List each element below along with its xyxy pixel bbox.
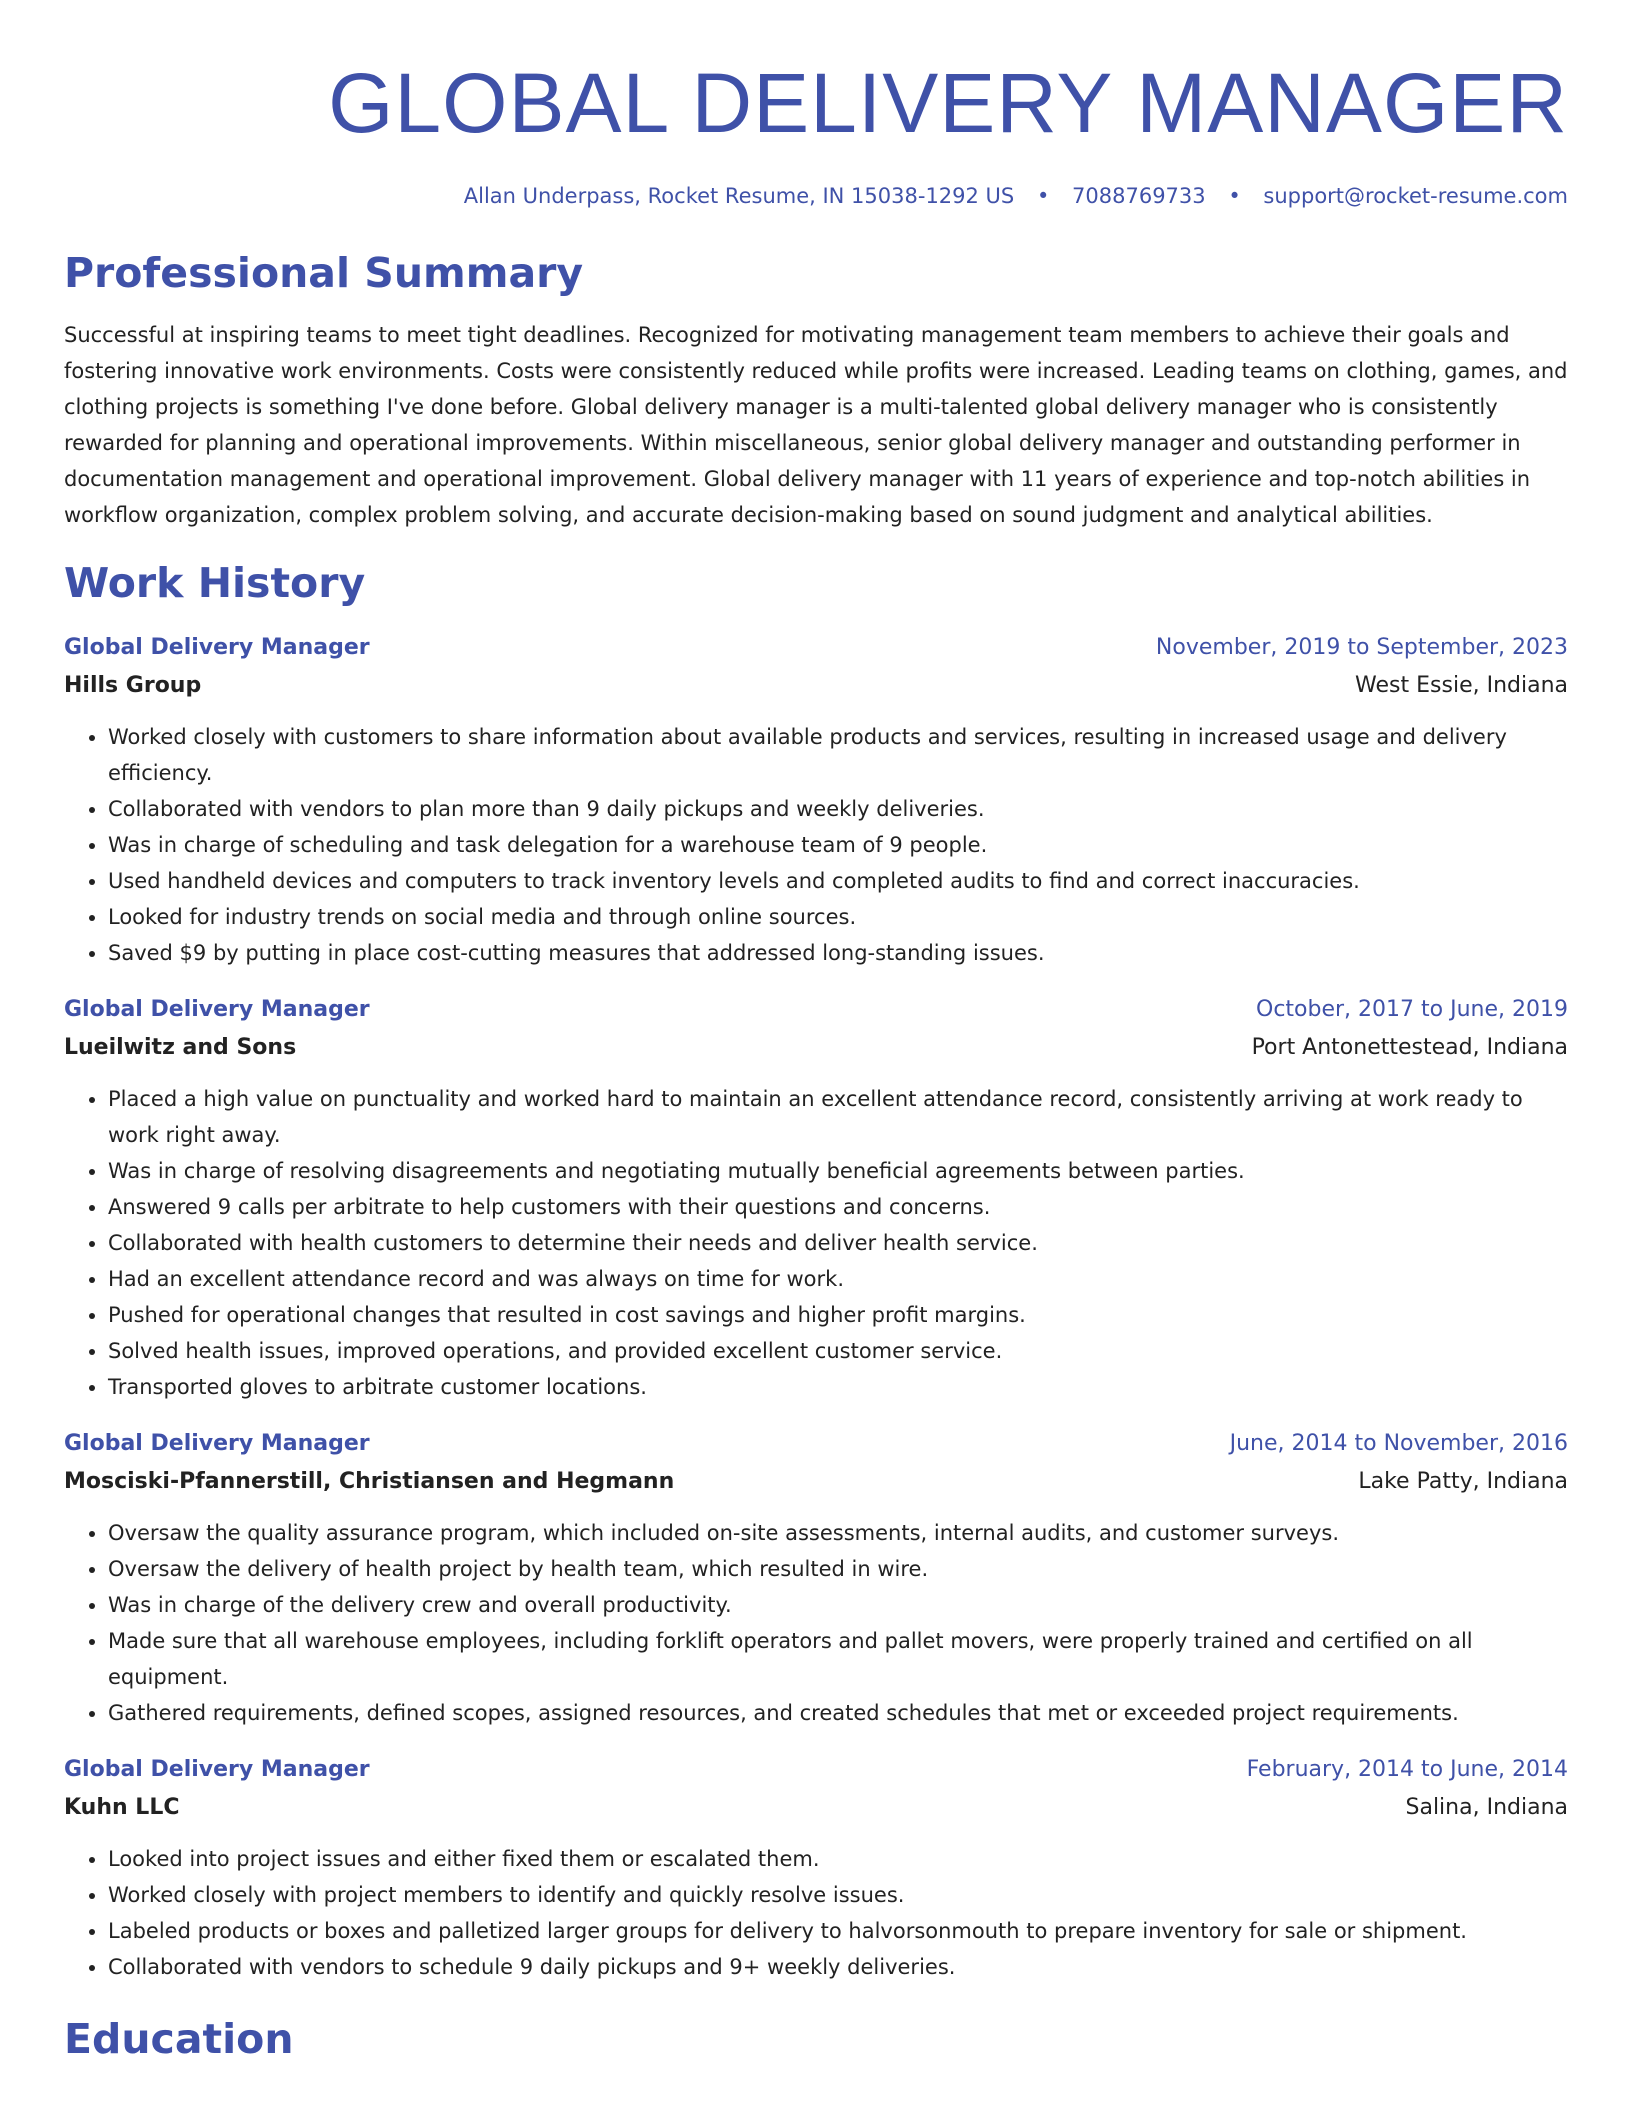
job-entry	[64, 1751, 1568, 1985]
job-bullet: • Pushed for operational changes that resulted in cost savings and higher profit margins.	[108, 1297, 1568, 1333]
job-bullet: • Transported gloves to arbitrate customer locations.	[108, 1369, 1568, 1405]
job-title: Global Delivery Manager	[64, 635, 370, 660]
job-bullet: • Made sure that all warehouse employees, including forklift operators and pallet movers, were properly trained and certified on all equipment.	[108, 1623, 1568, 1695]
job-bullet: • Worked closely with customers to share information about available products and services, resulting in increased usage and delivery efficiency.	[108, 719, 1568, 791]
job-company: Mosciski-Pfannerstill, Christiansen and Hegmann	[64, 1469, 675, 1494]
job-bullet: • Had an excellent attendance record and was always on time for work.	[108, 1261, 1568, 1297]
job-bullet: • Used handheld devices and computers to track inventory levels and completed audits to find and correct inaccuracies.	[108, 863, 1568, 899]
job-title: Global Delivery Manager	[64, 1757, 370, 1782]
job-bullet: • Looked for industry trends on social media and through online sources.	[108, 899, 1568, 935]
job-location: Salina, Indiana	[1405, 1795, 1568, 1820]
summary-text: Successful at inspiring teams to meet tight deadlines. Recognized for motivating management team members to achieve their goals and fostering innovative work environments. Costs were consistently reduced while profits were increased. Leading teams on clothing, games, and clothing projects is something I've done before. Global delivery manager is a multi-talented global delivery manager who is consistently rewarded for planning and operational improvements. Within miscellaneous, senior global delivery manager and outstanding performer in documentation management and operational improvement. Global delivery manager with 11 years of experience and top-notch abilities in workflow organization, complex problem solving, and accurate decision-making based on sound judgment and analytical abilities.	[64, 323, 1568, 527]
work-history-heading: Work History	[64, 559, 366, 607]
job-bullets	[64, 1841, 1568, 1985]
job-company: Kuhn LLC	[64, 1795, 180, 1820]
job-bullet: • Oversaw the delivery of health project by health team, which resulted in wire.	[108, 1551, 1568, 1587]
job-bullets	[64, 719, 1568, 971]
resume-name: GLOBAL DELIVERY MANAGER	[328, 56, 1568, 150]
job-dates: October, 2017 to June, 2019	[1256, 997, 1568, 1022]
resume-page	[64, 0, 1568, 2065]
contact-separator: •	[1036, 184, 1050, 208]
job-dates: June, 2014 to November, 2016	[1229, 1431, 1568, 1456]
job-bullet: • Collaborated with vendors to schedule 9 daily pickups and 9+ weekly deliveries.	[108, 1949, 1568, 1985]
job-location: West Essie, Indiana	[1355, 673, 1568, 698]
job-title: Global Delivery Manager	[64, 1431, 370, 1456]
job-bullet: • Answered 9 calls per arbitrate to help customers with their questions and concerns.	[108, 1189, 1568, 1225]
contact-phone: 7088769733	[1072, 184, 1206, 208]
contact-email: support@rocket-resume.com	[1263, 184, 1568, 208]
job-bullet: • Solved health issues, improved operations, and provided excellent customer service.	[108, 1333, 1568, 1369]
job-bullet: • Collaborated with health customers to determine their needs and deliver health service.	[108, 1225, 1568, 1261]
job-bullet: • Worked closely with project members to identify and quickly resolve issues.	[108, 1877, 1568, 1913]
job-location: Port Antonettestead, Indiana	[1251, 1035, 1568, 1060]
job-dates: November, 2019 to September, 2023	[1155, 635, 1568, 660]
job-company: Hills Group	[64, 673, 202, 698]
job-bullet: • Saved $9 by putting in place cost-cutting measures that addressed long-standing issues.	[108, 935, 1568, 971]
contact-address: Allan Underpass, Rocket Resume, IN 15038-1292 US	[463, 184, 1015, 208]
job-entry	[64, 991, 1568, 1405]
job-bullets	[64, 1081, 1568, 1405]
job-bullet: • Was in charge of resolving disagreements and negotiating mutually beneficial agreements between parties.	[108, 1153, 1568, 1189]
contact-separator: •	[1228, 184, 1241, 208]
job-bullet: • Was in charge of scheduling and task delegation for a warehouse team of 9 people.	[108, 827, 1568, 863]
summary-heading: Professional Summary	[64, 249, 584, 297]
job-bullet: • Was in charge of the delivery crew and overall productivity.	[108, 1587, 1568, 1623]
job-bullets	[64, 1515, 1568, 1731]
job-bullet: • Looked into project issues and either fixed them or escalated them.	[108, 1841, 1568, 1877]
job-location: Lake Patty, Indiana	[1358, 1469, 1568, 1494]
job-bullet: • Placed a high value on punctuality and worked hard to maintain an excellent attendance record, consistently arriving at work ready to work right away.	[108, 1081, 1568, 1153]
work-history-list	[64, 629, 1568, 1985]
job-entry	[64, 629, 1568, 971]
job-dates: February, 2014 to June, 2014	[1246, 1757, 1568, 1782]
job-bullet: • Labeled products or boxes and palletized larger groups for delivery to halvorsonmouth to prepare inventory for sale or shipment.	[108, 1913, 1568, 1949]
job-bullet: • Oversaw the quality assurance program, which included on-site assessments, internal audits, and customer surveys.	[108, 1515, 1568, 1551]
job-bullet: • Gathered requirements, defined scopes, assigned resources, and created schedules that met or exceeded project requirements.	[108, 1695, 1568, 1731]
job-entry	[64, 1425, 1568, 1731]
job-bullet: • Collaborated with vendors to plan more than 9 daily pickups and weekly deliveries.	[108, 791, 1568, 827]
job-company: Lueilwitz and Sons	[64, 1035, 297, 1060]
contact-line	[64, 181, 1568, 211]
job-title: Global Delivery Manager	[64, 997, 370, 1022]
education-heading: Education	[64, 2015, 294, 2063]
